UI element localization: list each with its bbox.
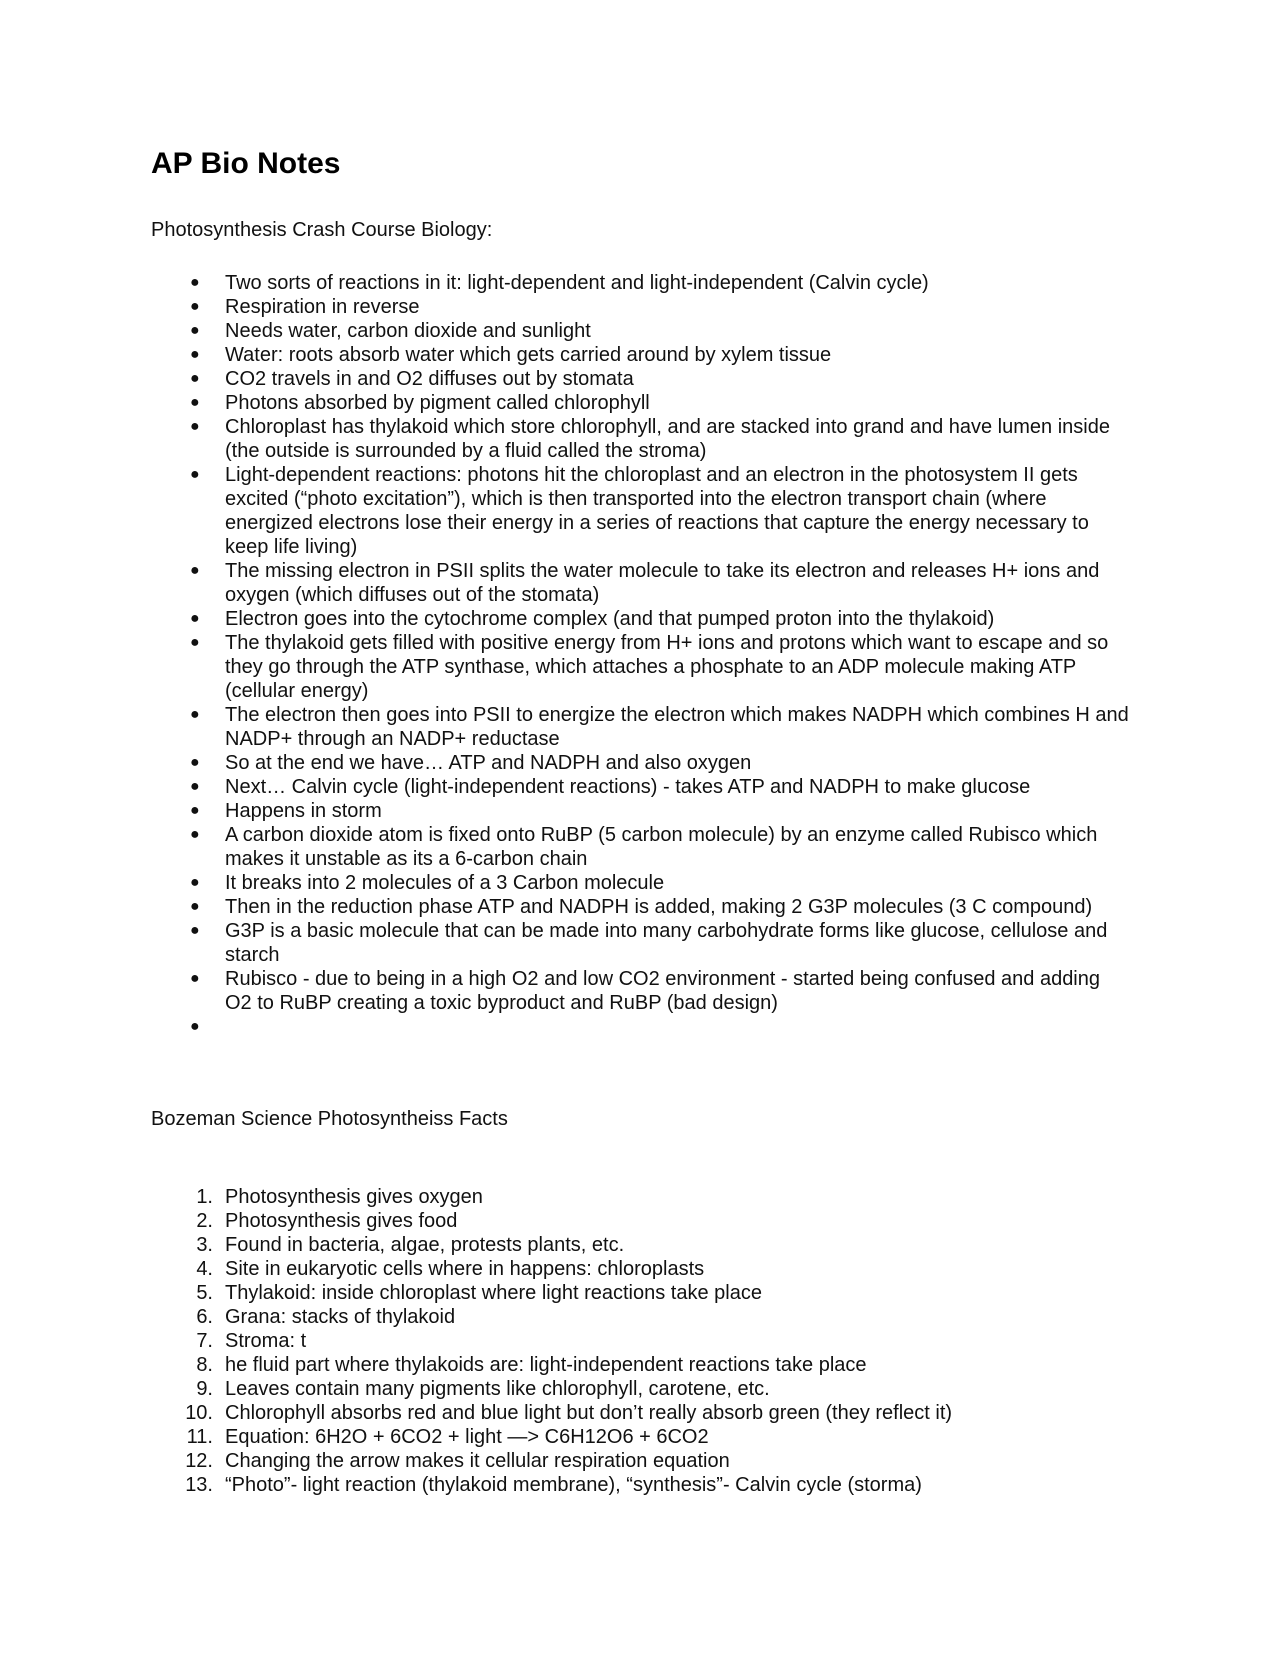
bullet-icon: ● [190, 274, 200, 291]
list-item [151, 1185, 1131, 1209]
list-item [151, 799, 1131, 823]
bullet-icon: ● [190, 1018, 200, 1035]
list-item-text: Photons absorbed by pigment called chlorophyll [225, 392, 650, 414]
bullet-icon: ● [190, 610, 200, 627]
list-item [151, 1449, 1131, 1473]
list-item-text: The thylakoid gets filled with positive energy from H+ ions and protons which want to escape and so they go through the ATP synthase, which attaches a phosphate to an ADP molecule making ATP (cellular energy) [225, 632, 1109, 702]
list-item-text: Photosynthesis gives food [225, 1210, 458, 1232]
bullet-icon: ● [190, 418, 200, 435]
section-heading-crash-course: Photosynthesis Crash Course Biology: [151, 219, 493, 241]
list-item-text: Found in bacteria, algae, protests plants, etc. [225, 1234, 625, 1256]
list-item-text: Photosynthesis gives oxygen [225, 1186, 483, 1208]
bullet-icon: ● [190, 346, 200, 363]
list-item [151, 391, 1131, 415]
list-item-text: G3P is a basic molecule that can be made into many carbohydrate forms like glucose, cellulose and starch [225, 920, 1108, 966]
list-item [151, 823, 1131, 871]
list-item [151, 1377, 1131, 1401]
list-item [151, 1257, 1131, 1281]
bullet-icon: ● [190, 562, 200, 579]
list-item-text: Happens in storm [225, 800, 382, 822]
list-item [151, 871, 1131, 895]
bullet-icon: ● [190, 634, 200, 651]
list-item-number: 6. [196, 1306, 213, 1328]
list-item [151, 751, 1131, 775]
list-item [151, 1353, 1131, 1377]
bullet-icon: ● [190, 874, 200, 891]
list-item-number: 5. [196, 1282, 213, 1304]
list-item-text: So at the end we have… ATP and NADPH and also oxygen [225, 752, 752, 774]
list-item-text: Needs water, carbon dioxide and sunlight [225, 320, 591, 342]
list-item [151, 775, 1131, 799]
list-item-number: 2. [196, 1210, 213, 1232]
list-item-text: Light-dependent reactions: photons hit the chloroplast and an electron in the photosystem II gets excited (“photo excitation”), which is then transported into the electron transport chain (where energized electrons lose their energy in a series of reactions that capture the energy necessary to keep life living) [225, 464, 1089, 558]
list-item [151, 319, 1131, 343]
bullet-icon: ● [190, 970, 200, 987]
list-item-text: Chlorophyll absorbs red and blue light but don’t really absorb green (they reflect it) [225, 1402, 953, 1424]
list-item-text: The missing electron in PSII splits the water molecule to take its electron and releases H+ ions and oxygen (which diffuses out of the stomata) [225, 560, 1100, 606]
bullet-icon: ● [190, 394, 200, 411]
list-item [151, 463, 1131, 559]
list-item [151, 895, 1131, 919]
list-item [151, 1473, 1131, 1497]
bullet-icon: ● [190, 298, 200, 315]
list-item [151, 343, 1131, 367]
bullet-icon: ● [190, 706, 200, 723]
list-item-text: Then in the reduction phase ATP and NADPH is added, making 2 G3P molecules (3 C compound) [225, 896, 1093, 918]
list-item-text: The electron then goes into PSII to energize the electron which makes NADPH which combines H and NADP+ through an NADP+ reductase [225, 704, 1129, 750]
bullet-list [151, 271, 1131, 1039]
list-item [151, 1015, 1131, 1039]
list-item [151, 415, 1131, 463]
list-item-number: 11. [186, 1426, 213, 1448]
list-item-number: 4. [196, 1258, 213, 1280]
list-item [151, 295, 1131, 319]
list-item-number: 13. [185, 1474, 213, 1496]
list-item-number: 8. [196, 1354, 213, 1376]
list-item [151, 1329, 1131, 1353]
list-item-number: 12. [185, 1450, 213, 1472]
list-item [151, 1305, 1131, 1329]
list-item [151, 1401, 1131, 1425]
list-item-number: 9. [196, 1378, 213, 1400]
bullet-icon: ● [190, 370, 200, 387]
list-item [151, 1233, 1131, 1257]
list-item-text: It breaks into 2 molecules of a 3 Carbon molecule [225, 872, 665, 894]
list-item-text: Stroma: t [225, 1330, 307, 1352]
bullet-icon: ● [190, 826, 200, 843]
list-item [151, 271, 1131, 295]
bullet-icon: ● [190, 802, 200, 819]
list-item-number: 1. [196, 1186, 213, 1208]
bullet-icon: ● [190, 322, 200, 339]
bullet-icon: ● [190, 898, 200, 915]
list-item [151, 919, 1131, 967]
list-item-text: Site in eukaryotic cells where in happens: chloroplasts [225, 1258, 705, 1280]
list-item [151, 559, 1131, 607]
list-item-text: Water: roots absorb water which gets carried around by xylem tissue [225, 344, 832, 366]
section-heading-bozeman: Bozeman Science Photosyntheiss Facts [151, 1108, 508, 1130]
list-item-number: 7. [196, 1330, 213, 1352]
list-item-text: CO2 travels in and O2 diffuses out by stomata [225, 368, 634, 390]
bullet-icon: ● [190, 922, 200, 939]
list-item-text: “Photo”- light reaction (thylakoid membrane), “synthesis”- Calvin cycle (storma) [225, 1474, 922, 1496]
numbered-list [151, 1185, 1131, 1497]
list-item-text: Grana: stacks of thylakoid [225, 1306, 456, 1328]
list-item [151, 1425, 1131, 1449]
list-item [151, 967, 1131, 1015]
list-item-text: A carbon dioxide atom is fixed onto RuBP (5 carbon molecule) by an enzyme called Rubisco which makes it unstable as its a 6-carbon chain [225, 824, 1098, 870]
list-item-text: Equation: 6H2O + 6CO2 + light —> C6H12O6 + 6CO2 [225, 1426, 709, 1448]
list-item [151, 1281, 1131, 1305]
list-item-number: 3. [196, 1234, 213, 1256]
bullet-icon: ● [190, 754, 200, 771]
list-item-text: he fluid part where thylakoids are: light-independent reactions take place [225, 1354, 867, 1376]
list-item-text: Changing the arrow makes it cellular respiration equation [225, 1450, 730, 1472]
list-item-text: Respiration in reverse [225, 296, 420, 318]
list-item [151, 1209, 1131, 1233]
list-item-text: Chloroplast has thylakoid which store chlorophyll, and are stacked into grand and have lumen inside (the outside is surrounded by a fluid called the stroma) [225, 416, 1110, 462]
list-item-text: Leaves contain many pigments like chlorophyll, carotene, etc. [225, 1378, 770, 1400]
list-item-text: Rubisco - due to being in a high O2 and low CO2 environment - started being confused and adding O2 to RuBP creating a toxic byproduct and RuBP (bad design) [225, 968, 1100, 1014]
list-item-text: Electron goes into the cytochrome complex (and that pumped proton into the thylakoid) [225, 608, 995, 630]
list-item-number: 10. [185, 1402, 213, 1424]
bullet-icon: ● [190, 778, 200, 795]
list-item-text: Next… Calvin cycle (light-independent reactions) - takes ATP and NADPH to make glucose [225, 776, 1031, 798]
list-item [151, 367, 1131, 391]
list-item-text: Thylakoid: inside chloroplast where light reactions take place [225, 1282, 762, 1304]
list-item-text: Two sorts of reactions in it: light-dependent and light-independent (Calvin cycle) [225, 272, 929, 294]
list-item [151, 631, 1131, 703]
page-title: AP Bio Notes [151, 147, 341, 180]
bullet-icon: ● [190, 466, 200, 483]
list-item [151, 703, 1131, 751]
list-item [151, 607, 1131, 631]
